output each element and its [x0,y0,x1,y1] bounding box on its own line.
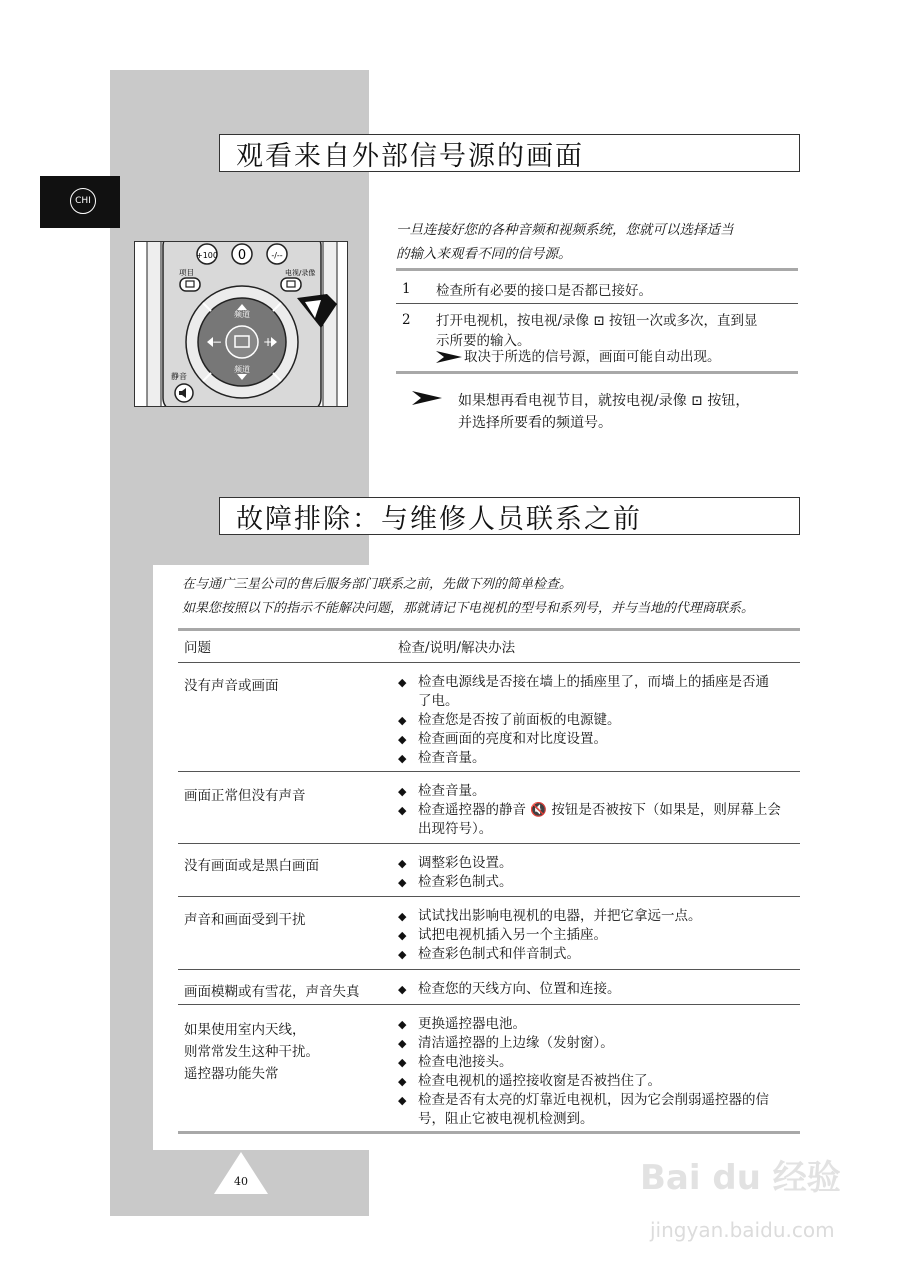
solution-item: 试把电视机插入另一个主插座。 [418,927,607,943]
table-row-problem: 画面模糊或有雪花，声音失真 [184,984,360,1000]
section1-title-box [219,134,800,172]
section1-tip-line2: 并选择所要看的频道号。 [458,415,612,431]
table-header-rule [178,662,800,663]
solution-item: 号，阻止它被电视机检测到。 [418,1111,594,1127]
section2-title-box [219,497,800,535]
table-row-problem: 没有画面或是黑白画面 [184,858,319,874]
section1-intro-line1: 一旦连接好您的各种音频和视频系统，您就可以选择适当 [396,222,734,238]
table-row-divider [178,896,800,897]
solution-item: 更换遥控器电池。 [418,1016,526,1032]
volume-minus-label: − [211,335,223,349]
section1-top-rule [396,268,798,271]
note-arrow-icon [436,350,464,364]
table-row-solutions [398,782,803,839]
solution-item: 检查彩色制式。 [418,874,513,890]
bullet-icon: ◆ [398,1094,407,1107]
step2-text [436,311,804,351]
solution-item: 检查音量。 [418,750,486,766]
language-tab-label: CHI [70,188,96,214]
remote-control-icon [135,242,348,407]
table-row-solutions [398,854,798,892]
section1-tip-line1: 如果想再看电视节目，就按电视/录像 ⊡ 按钮， [458,393,750,409]
watermark-url: jingyan.baidu.com [650,1218,835,1242]
solution-item: 检查画面的亮度和对比度设置。 [418,731,607,747]
bullet-icon: ◆ [398,733,407,746]
table-row-solutions [398,907,798,964]
tip-arrow-icon [412,390,444,406]
solution-item: 检查电池接头。 [418,1054,513,1070]
section2-intro [182,573,812,621]
solution-item: 试试找出影响电视机的电器，并把它拿远一点。 [418,908,702,924]
watermark-logo: Bai du 经验 [640,1158,841,1198]
volume-plus-label: + [262,335,274,349]
bullet-icon: ◆ [398,714,407,727]
solution-item: 检查您的天线方向、位置和连接。 [418,981,621,997]
btn-dash-label: -/-- [271,251,283,260]
column-header-problem: 问题 [184,640,211,656]
remote-control-illustration [134,241,348,407]
section1-intro-line2: 的输入来观看不同的信号源。 [396,246,572,262]
bullet-icon: ◆ [398,948,407,961]
section2-intro-line1: 在与通广三星公司的售后服务部门联系之前，先做下列的简单检查。 [182,577,573,592]
table-row-problem: 画面正常但没有声音 [184,788,306,804]
bullet-icon: ◆ [398,804,407,817]
bullet-icon: ◆ [398,910,407,923]
problem-line: 则常常发生这种干扰。 [184,1044,319,1060]
bullet-icon: ◆ [398,876,407,889]
solution-item: 检查电视机的遥控接收窗是否被挡住了。 [418,1073,661,1089]
solution-item: 检查音量。 [418,783,486,799]
table-row-divider [178,1004,800,1005]
section1-bottom-rule [396,371,798,374]
table-row-divider [178,771,800,772]
solution-item: 出现符号）。 [418,821,493,837]
table-row-divider [178,843,800,844]
table-top-rule [178,628,800,631]
solution-item: 检查您是否按了前面板的电源键。 [418,712,621,728]
step1-text: 检查所有必要的接口是否都已接好。 [436,283,652,299]
section2-intro-line2: 如果您按照以下的指示不能解决问题，那就请记下电视机的型号和系列号，并与当地的代理商联系。 [182,601,755,616]
bullet-icon: ◆ [398,785,407,798]
solution-item: 检查电源线是否接在墙上的插座里了，而墙上的插座是否通 [418,674,769,690]
step1-number: 1 [402,281,411,297]
table-row-problem [184,1019,319,1085]
table-row-divider [178,969,800,970]
solution-item: 检查彩色制式和伴音制式。 [418,946,580,962]
solution-item: 检查是否有太亮的灯靠近电视机，因为它会削弱遥控器的信 [418,1092,769,1108]
section1-tip [458,390,803,434]
bullet-icon: ◆ [398,1037,407,1050]
step2-note: 取决于所选的信号源，画面可能自动出现。 [464,349,721,365]
step2-number: 2 [402,312,411,328]
bullet-icon: ◆ [398,929,407,942]
problem-line: 遥控器功能失常 [184,1066,279,1082]
solution-item: 了电。 [418,693,459,709]
btn-zero-label: 0 [237,248,247,263]
mute-label: 静音 [171,372,187,381]
channel-up-label: 频道 [234,310,250,319]
solution-item: 清洁遥控器的上边缘（发射窗）。 [418,1035,614,1051]
step-divider [396,303,798,304]
bullet-icon: ◆ [398,857,407,870]
table-row-problem: 声音和画面受到干扰 [184,912,306,928]
item-label: 项目 [179,268,194,277]
page-number: 40 [234,1175,248,1188]
bullet-icon: ◆ [398,983,407,996]
tvvideo-label: 电视/录像 [285,269,316,277]
channel-down-label: 频道 [234,365,250,374]
bullet-icon: ◆ [398,1075,407,1088]
section2-title: 故障排除：与维修人员联系之前 [236,503,642,535]
table-row-solutions [398,980,798,999]
bullet-icon: ◆ [398,1056,407,1069]
bullet-icon: ◆ [398,676,407,689]
column-header-solution: 检查/说明/解决办法 [398,640,516,656]
table-row-solutions [398,673,798,768]
section1-intro [396,218,806,266]
section1-title: 观看来自外部信号源的画面 [236,140,584,172]
table-row-solutions [398,1015,803,1129]
problem-line: 如果使用室内天线， [184,1022,306,1038]
solution-item: 检查遥控器的静音 🔇 按钮是否被按下（如果是，则屏幕上会 [418,802,781,818]
table-bottom-rule [178,1131,800,1134]
step2-line1: 打开电视机，按电视/录像 ⊡ 按钮一次或多次，直到显 [436,313,758,329]
bullet-icon: ◆ [398,1018,407,1031]
table-row-problem: 没有声音或画面 [184,678,279,694]
btn-plus100-label: +100 [196,251,218,260]
bullet-icon: ◆ [398,752,407,765]
step2-line2: 示所要的输入。 [436,333,531,349]
solution-item: 调整彩色设置。 [418,855,513,871]
